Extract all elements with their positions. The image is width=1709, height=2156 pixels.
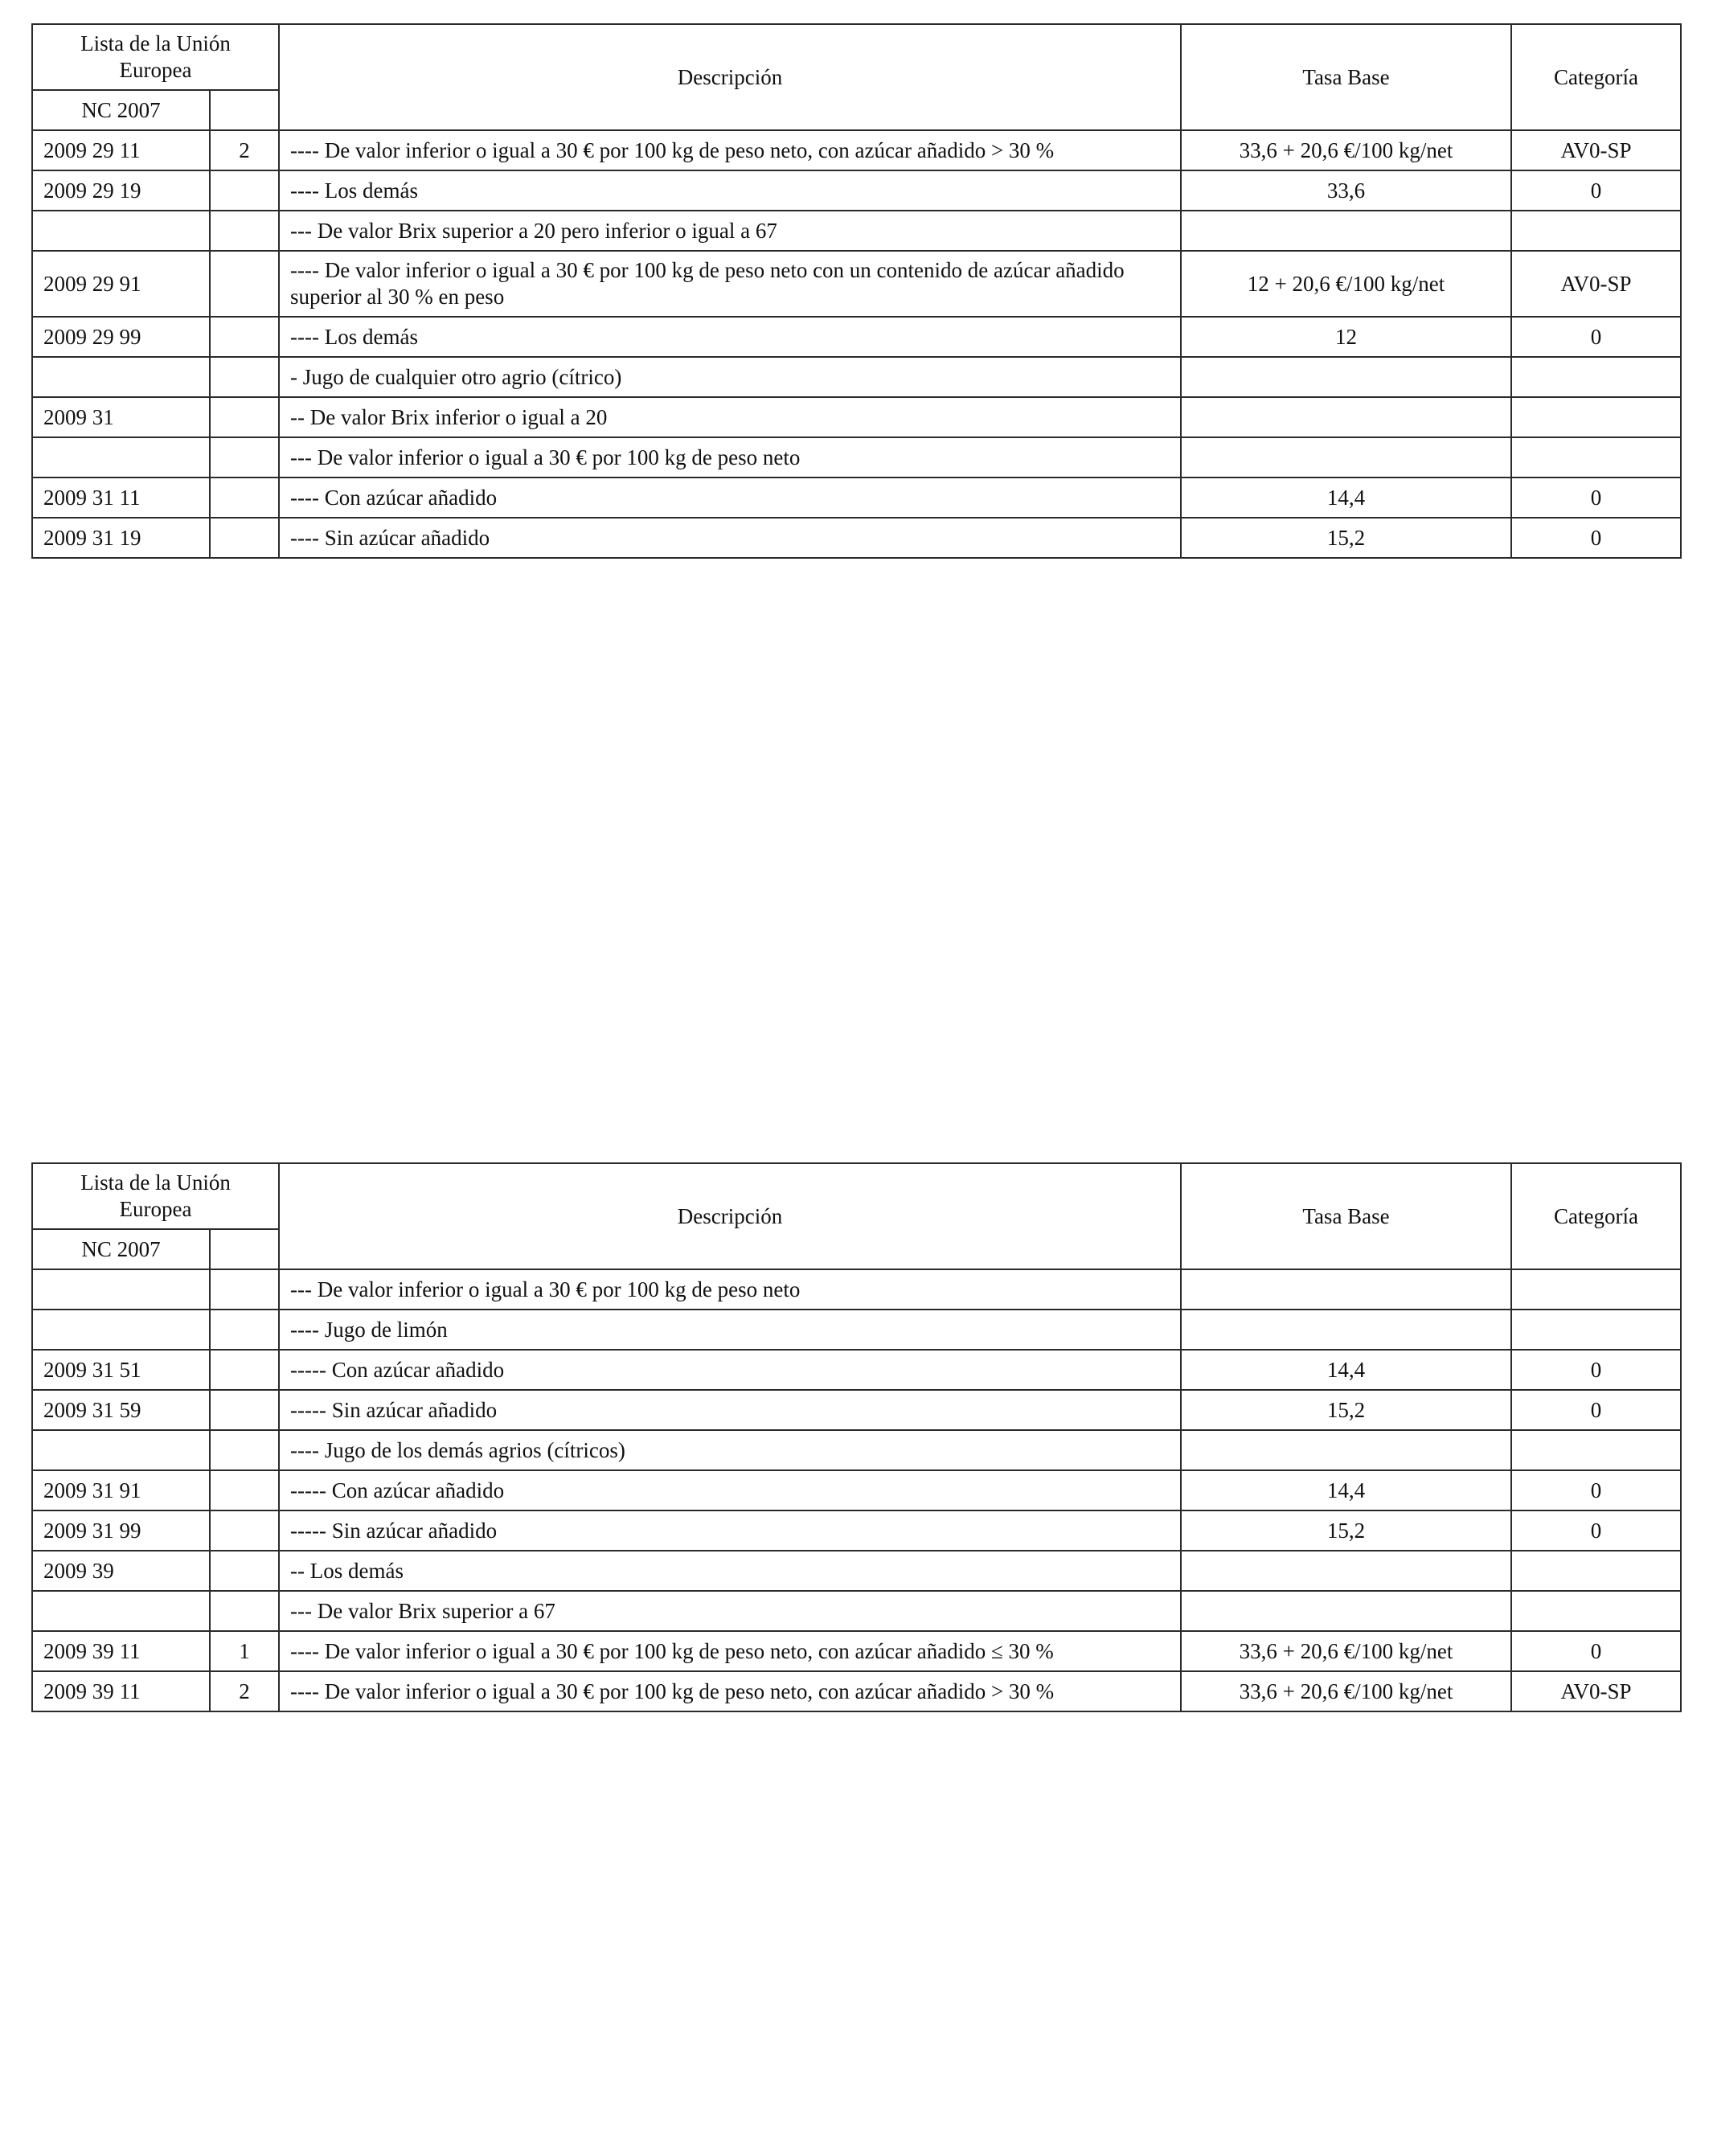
tariff-code-cell: 2009 31 91 (32, 1470, 210, 1510)
description-cell: -- Los demás (279, 1551, 1181, 1591)
subdivision-cell (210, 1390, 279, 1430)
description-cell: ---- De valor inferior o igual a 30 € por 100 kg de peso neto, con azúcar añadido > 30 % (279, 1671, 1181, 1711)
base-rate-cell (1181, 1310, 1511, 1350)
subdivision-cell: 1 (210, 1631, 279, 1671)
tariff-code-cell: 2009 29 19 (32, 170, 210, 211)
table-row (32, 1510, 1681, 1551)
header-row (32, 1163, 1681, 1229)
category-cell: 0 (1511, 1631, 1681, 1671)
subdivision-cell: 2 (210, 130, 279, 170)
base-rate-cell (1181, 437, 1511, 478)
table-row (32, 1430, 1681, 1470)
subdivision-cell (210, 518, 279, 558)
eu-list-header: Lista de la Unión Europea (32, 24, 279, 90)
tariff-code-cell (32, 1310, 210, 1350)
base-rate-cell: 33,6 + 20,6 €/100 kg/net (1181, 130, 1511, 170)
table-body-1 (32, 24, 1681, 558)
subdivision-cell (210, 1470, 279, 1510)
subdivision-cell (210, 1430, 279, 1470)
base-rate-cell: 15,2 (1181, 1510, 1511, 1551)
table-row (32, 397, 1681, 437)
base-rate-cell: 14,4 (1181, 1350, 1511, 1390)
tariff-code-cell: 2009 29 99 (32, 317, 210, 357)
tariff-code-cell: 2009 29 91 (32, 251, 210, 317)
base-rate-cell: 12 (1181, 317, 1511, 357)
description-cell: ---- Sin azúcar añadido (279, 518, 1181, 558)
tariff-code-cell: 2009 31 59 (32, 1390, 210, 1430)
description-cell: ---- Jugo de los demás agrios (cítricos) (279, 1430, 1181, 1470)
description-cell: ---- Jugo de limón (279, 1310, 1181, 1350)
category-cell (1511, 437, 1681, 478)
table-row (32, 518, 1681, 558)
base-rate-cell: 15,2 (1181, 518, 1511, 558)
base-rate-cell (1181, 1591, 1511, 1631)
nc-header: NC 2007 (32, 90, 210, 130)
category-cell: 0 (1511, 478, 1681, 518)
table-row (32, 1591, 1681, 1631)
tariff-code-cell: 2009 29 11 (32, 130, 210, 170)
tariff-code-cell: 2009 31 (32, 397, 210, 437)
base-rate-cell (1181, 1269, 1511, 1310)
base-rate-cell: 33,6 + 20,6 €/100 kg/net (1181, 1631, 1511, 1671)
table-row (32, 437, 1681, 478)
description-cell: ----- Con azúcar añadido (279, 1470, 1181, 1510)
category-cell: 0 (1511, 518, 1681, 558)
subdivision-cell (210, 211, 279, 251)
nc-header: NC 2007 (32, 1229, 210, 1269)
tariff-code-cell: 2009 39 11 (32, 1671, 210, 1711)
subdivision-cell (210, 1510, 279, 1551)
tariff-code-cell (32, 437, 210, 478)
table-row (32, 317, 1681, 357)
sub-header (210, 1229, 279, 1269)
table-row (32, 357, 1681, 397)
description-cell: ---- De valor inferior o igual a 30 € por 100 kg de peso neto con un contenido de azúcar añadido superior al 30 % en peso (279, 251, 1181, 317)
category-cell: AV0-SP (1511, 251, 1681, 317)
description-cell: ----- Con azúcar añadido (279, 1350, 1181, 1390)
base-rate-cell (1181, 1551, 1511, 1591)
description-cell: --- De valor Brix superior a 20 pero inferior o igual a 67 (279, 211, 1181, 251)
category-header: Categoría (1511, 24, 1681, 130)
tariff-code-cell (32, 357, 210, 397)
subdivision-cell (210, 251, 279, 317)
base-rate-cell: 12 + 20,6 €/100 kg/net (1181, 251, 1511, 317)
category-cell (1511, 1269, 1681, 1310)
table-row (32, 1551, 1681, 1591)
rate-header: Tasa Base (1181, 24, 1511, 130)
category-cell: 0 (1511, 1350, 1681, 1390)
subdivision-cell (210, 1269, 279, 1310)
description-cell: --- De valor inferior o igual a 30 € por 100 kg de peso neto (279, 1269, 1181, 1310)
base-rate-cell: 15,2 (1181, 1390, 1511, 1430)
subdivision-cell (210, 1551, 279, 1591)
base-rate-cell (1181, 1430, 1511, 1470)
category-cell: 0 (1511, 1470, 1681, 1510)
tariff-code-cell: 2009 31 19 (32, 518, 210, 558)
tariff-code-cell (32, 211, 210, 251)
table-row (32, 1350, 1681, 1390)
description-cell: ----- Sin azúcar añadido (279, 1510, 1181, 1551)
tariff-code-cell: 2009 31 11 (32, 478, 210, 518)
subdivision-cell (210, 478, 279, 518)
category-cell (1511, 1551, 1681, 1591)
description-cell: ---- Los demás (279, 170, 1181, 211)
table-row (32, 251, 1681, 317)
description-cell: ---- Con azúcar añadido (279, 478, 1181, 518)
tariff-code-cell (32, 1430, 210, 1470)
table-row (32, 211, 1681, 251)
subdivision-cell: 2 (210, 1671, 279, 1711)
subdivision-cell (210, 437, 279, 478)
table-row (32, 1671, 1681, 1711)
tariff-code-cell: 2009 31 51 (32, 1350, 210, 1390)
table-row (32, 1470, 1681, 1510)
rate-header: Tasa Base (1181, 1163, 1511, 1269)
category-cell: 0 (1511, 1510, 1681, 1551)
base-rate-cell: 14,4 (1181, 1470, 1511, 1510)
table-body-2 (32, 1163, 1681, 1711)
category-cell: AV0-SP (1511, 1671, 1681, 1711)
description-cell: -- De valor Brix inferior o igual a 20 (279, 397, 1181, 437)
category-cell (1511, 1591, 1681, 1631)
tariff-table-1 (31, 23, 1682, 559)
description-cell: --- De valor inferior o igual a 30 € por 100 kg de peso neto (279, 437, 1181, 478)
base-rate-cell: 33,6 (1181, 170, 1511, 211)
tariff-table-2 (31, 1162, 1682, 1712)
category-cell (1511, 357, 1681, 397)
tariff-code-cell: 2009 39 (32, 1551, 210, 1591)
category-cell (1511, 211, 1681, 251)
eu-list-header: Lista de la Unión Europea (32, 1163, 279, 1229)
table-row (32, 1310, 1681, 1350)
subdivision-cell (210, 1310, 279, 1350)
description-cell: --- De valor Brix superior a 67 (279, 1591, 1181, 1631)
tariff-code-cell: 2009 31 99 (32, 1510, 210, 1551)
description-cell: - Jugo de cualquier otro agrio (cítrico) (279, 357, 1181, 397)
table-row (32, 1390, 1681, 1430)
base-rate-cell (1181, 397, 1511, 437)
category-cell: 0 (1511, 317, 1681, 357)
table-row (32, 1631, 1681, 1671)
category-cell (1511, 1430, 1681, 1470)
subdivision-cell (210, 397, 279, 437)
subdivision-cell (210, 170, 279, 211)
table-row (32, 478, 1681, 518)
table-row (32, 130, 1681, 170)
table-row (32, 170, 1681, 211)
category-cell: AV0-SP (1511, 130, 1681, 170)
base-rate-cell: 14,4 (1181, 478, 1511, 518)
category-header: Categoría (1511, 1163, 1681, 1269)
base-rate-cell: 33,6 + 20,6 €/100 kg/net (1181, 1671, 1511, 1711)
description-cell: ---- Los demás (279, 317, 1181, 357)
category-cell: 0 (1511, 170, 1681, 211)
category-cell: 0 (1511, 1390, 1681, 1430)
description-cell: ----- Sin azúcar añadido (279, 1390, 1181, 1430)
base-rate-cell (1181, 357, 1511, 397)
description-header: Descripción (279, 24, 1181, 130)
table-row (32, 1269, 1681, 1310)
category-cell (1511, 397, 1681, 437)
description-cell: ---- De valor inferior o igual a 30 € por 100 kg de peso neto, con azúcar añadido > 30 % (279, 130, 1181, 170)
category-cell (1511, 1310, 1681, 1350)
tariff-code-cell (32, 1591, 210, 1631)
subdivision-cell (210, 1350, 279, 1390)
sub-header (210, 90, 279, 130)
subdivision-cell (210, 1591, 279, 1631)
subdivision-cell (210, 357, 279, 397)
description-header: Descripción (279, 1163, 1181, 1269)
description-cell: ---- De valor inferior o igual a 30 € por 100 kg de peso neto, con azúcar añadido ≤ 30 % (279, 1631, 1181, 1671)
subdivision-cell (210, 317, 279, 357)
header-row (32, 24, 1681, 90)
tariff-code-cell: 2009 39 11 (32, 1631, 210, 1671)
base-rate-cell (1181, 211, 1511, 251)
tariff-code-cell (32, 1269, 210, 1310)
